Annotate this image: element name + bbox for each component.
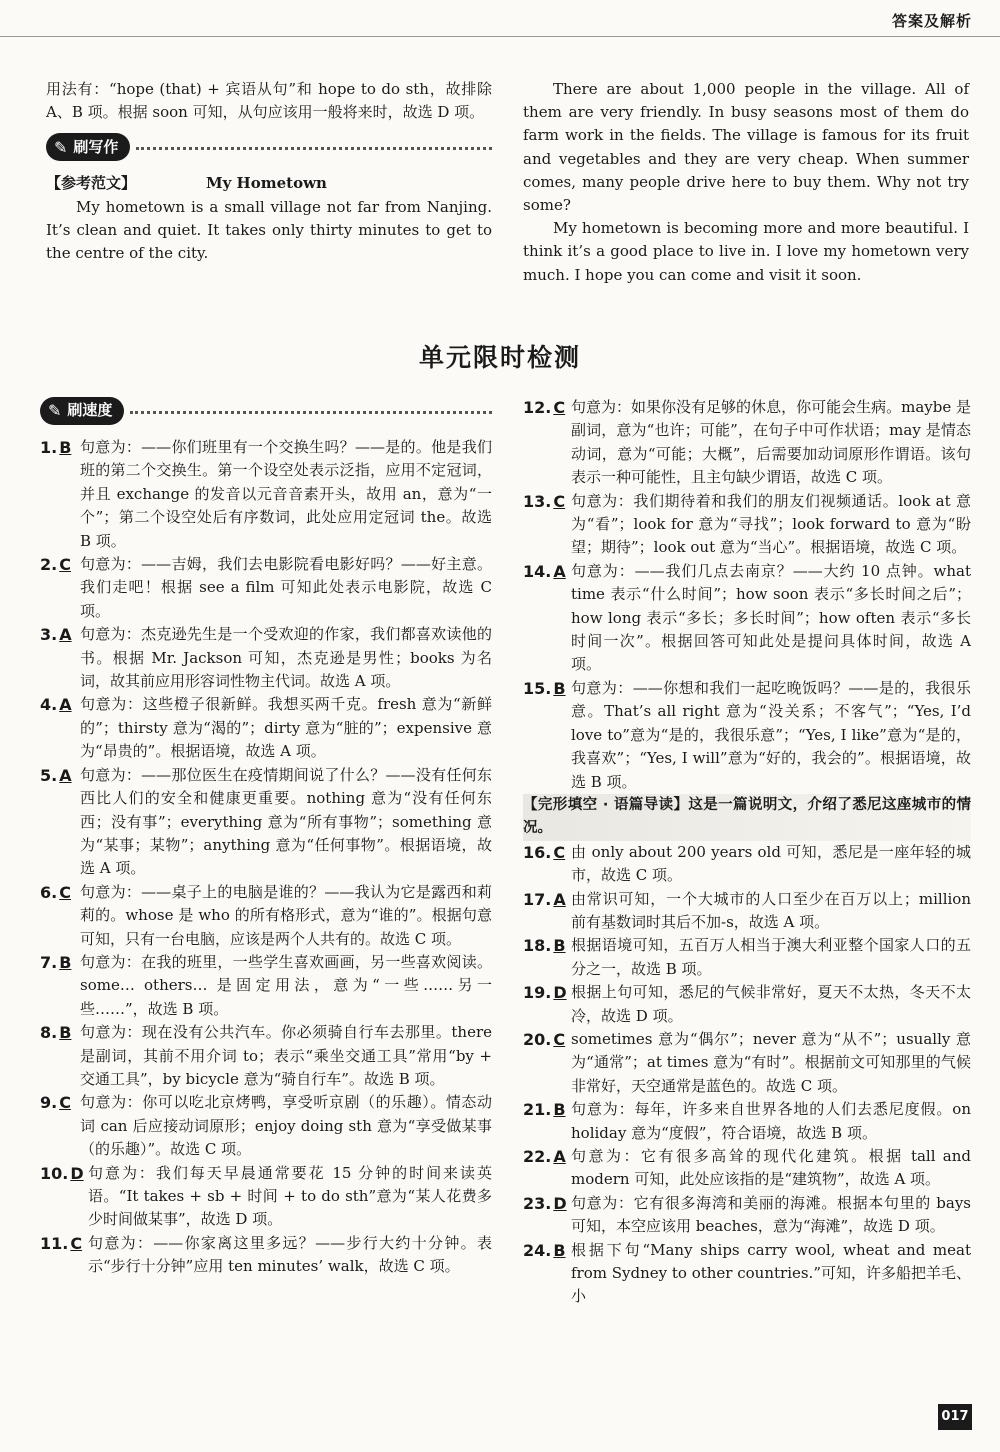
answer-explanation: sometimes 意为“偶尔”；never 意为“从不”；usually 意为“通常”；at times 意为“有时”。根据前文可知那里的气候非常好，天空通常是蓝色的。故选 C 项。 (571, 1029, 971, 1095)
answer-explanation: 句意为：你可以吃北京烤鸭，享受听京剧（的乐趣）。情态动词 can 后应接动词原形；enjoy doing sth 意为“享受做某事（的乐趣）”。故选 C 项。 (80, 1093, 492, 1159)
right-answer-list (523, 396, 971, 794)
answer-letter: B (553, 1240, 566, 1260)
answer-number (523, 560, 571, 677)
answer-item (40, 553, 492, 623)
speed-badge-label: 刷速度 (67, 401, 113, 420)
answer-explanation: 句意为：——你家离这里多远？——步行大约十分钟。表示“步行十分钟”应用 ten minutes’ walk，故选 C 项。 (88, 1233, 492, 1276)
question-number: 23. (523, 1193, 552, 1213)
header-rule (0, 36, 1000, 37)
answer-letter: D (553, 983, 567, 1003)
answer-item (523, 1145, 971, 1192)
answer-explanation: 句意为：我们每天早晨通常要花 15 分钟的时间来读英语。“It takes + sb + 时间 + to do sth”意为“某人花费多少时间做某事”，故选 D 项。 (88, 1163, 492, 1229)
essay-paragraph-1: My hometown is a small village not far from Nanjing. It’s clean and quiet. It takes only thirty minutes to get to the centre of the city. (46, 197, 492, 263)
answer-item (40, 951, 492, 1021)
answer-explanation: 句意为：——桌子上的电脑是谁的？——我认为它是露西和莉莉的。whose 是 who 的所有格形式，意为“谁的”。根据句意可知，只有一台电脑，应该是两个人共有的。故选 C 项。 (80, 882, 492, 948)
writing-badge (46, 133, 130, 161)
section-title: 单元限时检测 (418, 343, 581, 372)
cloze-answer-list (523, 841, 971, 1309)
answer-letter: A (553, 1147, 566, 1166)
answer-explanation: 句意为：如果你没有足够的休息，你可能会生病。maybe 是副词，意为“也许；可能”，在句子中可作状语；may 是情态动词，意为“可能；大概”，后需要加动词原形作谓语。该句表示一种可能性，且主句缺少谓语，故选 C 项。 (571, 398, 971, 487)
answer-number (40, 1021, 80, 1091)
pen-icon: ✎ (54, 137, 68, 157)
answer-explanation: 根据上句可知，悉尼的气候非常好，夏天不太热，冬天不太冷，故选 D 项。 (571, 983, 971, 1025)
answer-number (40, 881, 80, 951)
answer-number (523, 1145, 571, 1192)
answer-letter: D (70, 1163, 84, 1183)
answer-item (40, 764, 492, 881)
question-number: 18. (523, 936, 552, 956)
answer-item (523, 677, 971, 794)
answer-letter: B (553, 1100, 566, 1120)
answer-item (523, 490, 971, 560)
answer-number (40, 693, 80, 763)
pen-icon: ✎ (48, 401, 62, 421)
question-number: 13. (523, 491, 552, 511)
page-header-title: 答案及解析 (891, 12, 972, 30)
banner-dotted-line (136, 147, 492, 150)
answer-explanation: 句意为：——你们班里有一个交换生吗？——是的。他是我们班的第二个交换生。第一个设空处表示泛指，应用不定冠词，并且 exchange 的发音以元音音素开头，故用 an，意为“一个”；第二个设空处后有序数词，此处应用定冠词 the。故选 B 项。 (80, 438, 492, 550)
answer-item (523, 1239, 971, 1309)
question-number: 24. (523, 1240, 552, 1260)
essay-title: My Hometown (206, 174, 327, 193)
question-number: 3. (40, 625, 58, 645)
essay-paragraph-2: There are about 1,000 people in the village. All of them are very friendly. In busy seasons most of them do farm work in the fields. The village is famous for its fruit and vegetables and they are very cheap. When summer comes, many people drive here to buy them. Why not try some? (523, 80, 969, 215)
answer-explanation: 句意为：——你想和我们一起吃晚饭吗？——是的，我很乐意。That’s all right 意为“没关系；不客气”；“Yes, I’d love to”意为“是的，我很乐意”；“Yes, I like”意为“是的，我喜欢”；“Yes, I will”意为“好的，我会的”。根据语境，故选 B 项。 (571, 678, 971, 791)
answer-letter: B (59, 438, 72, 457)
answer-explanation: 根据语境可知，五百万人相当于澳大利亚整个国家人口的五分之一，故选 B 项。 (571, 936, 971, 978)
answer-number (40, 951, 80, 1021)
answer-explanation: 由常识可知，一个大城市的人口至少在百万以上；million 前有基数词时其后不加-s，故选 A 项。 (571, 889, 971, 931)
answer-number (523, 1098, 571, 1145)
answer-letter: C (553, 398, 566, 417)
question-number: 10. (40, 1163, 69, 1183)
answer-letter: C (59, 1093, 71, 1113)
answer-explanation: 根据下句“Many ships carry wool, wheat and meat from Sydney to other countries.”可知，许多船把羊毛、小 (571, 1240, 971, 1306)
answer-letter: C (553, 491, 566, 511)
answer-explanation: 句意为：这些橙子很新鲜。我想买两千克。fresh 意为“新鲜的”；thirsty 意为“渴的”；dirty 意为“脏的”；expensive 意为“昂贵的”。根据语境，故选 A 项。 (80, 695, 492, 761)
answer-item (523, 396, 971, 490)
answer-letter: A (553, 561, 566, 581)
answer-letter: B (553, 936, 566, 956)
answer-explanation: 句意为：每年，许多来自世界各地的人们去悉尼度假。on holiday 意为“度假”，符合语境，故选 B 项。 (571, 1100, 971, 1142)
answer-intro-text: 用法有：“hope (that) + 宾语从句”和 hope to do sth，故排除 A、B 项。根据 soon 可知，从句应该用一般将来时，故选 D 项。 (46, 80, 492, 122)
answer-item (523, 1192, 971, 1239)
answer-letter: C (553, 842, 566, 862)
answer-number (523, 677, 571, 794)
answer-item (523, 1028, 971, 1098)
answer-explanation: 句意为：杰克逊先生是一个受欢迎的作家，我们都喜欢读他的书。根据 Mr. Jackson 可知，杰克逊是男性；books 为名词，故其前应用形容词性物主代词。故选 A 项。 (80, 625, 492, 691)
answer-number (40, 1091, 80, 1161)
right-answers-column (523, 396, 971, 1309)
answer-item (40, 881, 492, 951)
answer-letter: C (553, 1029, 566, 1049)
answer-letter: C (59, 882, 71, 902)
answer-item (40, 436, 492, 553)
answer-number (40, 436, 80, 553)
answer-number (523, 396, 571, 490)
speed-banner (40, 396, 492, 426)
banner-dotted-line (130, 411, 492, 414)
question-number: 9. (40, 1093, 58, 1113)
answer-item (523, 560, 971, 677)
answer-explanation: 句意为：——我们几点去南京？——大约 10 点钟。what time 表示“什么时间”；how soon 表示“多长时间之后”；how long 表示“多长；多长时间”；how often 表示“多长时间一次”。根据回答可知此处是提问具体时间，故选 A 项。 (571, 561, 971, 674)
top-left-column (46, 78, 492, 265)
answer-item (40, 693, 492, 763)
answer-explanation: 句意为：——吉姆，我们去电影院看电影好吗？——好主意。我们走吧！根据 see a film 可知此处表示电影院，故选 C 项。 (80, 555, 492, 620)
question-number: 11. (40, 1233, 69, 1253)
answer-letter: A (59, 625, 72, 645)
question-number: 21. (523, 1100, 552, 1120)
question-number: 17. (523, 889, 552, 909)
answer-letter: C (59, 555, 71, 575)
question-number: 16. (523, 842, 552, 862)
question-number: 1. (40, 438, 58, 457)
answer-number (523, 1028, 571, 1098)
page-number: 017 (938, 1404, 972, 1430)
speed-badge (40, 397, 124, 425)
answer-number (523, 1192, 571, 1239)
cloze-guide-note: 【完形填空 · 语篇导读】这是一篇说明文，介绍了悉尼这座城市的情况。 (523, 794, 971, 841)
answer-number (40, 623, 80, 693)
question-number: 12. (523, 398, 552, 417)
question-number: 14. (523, 561, 552, 581)
left-answer-list (40, 436, 492, 1279)
answer-number (523, 934, 571, 981)
question-number: 20. (523, 1029, 552, 1049)
answer-explanation: 句意为：我们期待着和我们的朋友们视频通话。look at 意为“看”；look for 意为“寻找”；look forward to 意为“盼望；期待”；look out 意为“当心”。根据语境，故选 C 项。 (571, 491, 971, 557)
answer-explanation: 句意为：在我的班里，一些学生喜欢画画，另一些喜欢阅读。some… others… 是固定用法，意为“一些……另一些……”，故选 B 项。 (80, 952, 492, 1018)
answer-explanation: 句意为：它有很多海湾和美丽的海滩。根据本句里的 bays 可知，本空应该用 beaches，意为“海滩”，故选 D 项。 (571, 1193, 971, 1236)
answer-number (523, 1239, 571, 1309)
answer-explanation: 句意为：现在没有公共汽车。你必须骑自行车去那里。there 是副词，其前不用介词 to；表示“乘坐交通工具”常用“by + 交通工具”，by bicycle 意为“骑自行车”。故选 B 项。 (80, 1023, 492, 1088)
question-number: 4. (40, 695, 58, 715)
answer-letter: B (59, 952, 72, 972)
writing-badge-label: 刷写作 (73, 137, 119, 156)
writing-banner (46, 132, 492, 162)
answer-number (40, 553, 80, 623)
answer-letter: A (59, 695, 72, 715)
answer-item (40, 623, 492, 693)
answer-item (40, 1232, 492, 1279)
answer-explanation: 句意为：——那位医生在疫情期间说了什么？——没有任何东西比人们的安全和健康更重要。nothing 意为“没有任何东西；没有事”；everything 意为“所有事物”；something 意为“某事；某物”；anything 意为“任何事物”。根据语境，故选 A 项。 (80, 765, 492, 878)
question-number: 22. (523, 1147, 552, 1166)
answer-item (40, 1091, 492, 1161)
top-right-column (523, 78, 969, 287)
answer-letter: A (553, 889, 566, 909)
answer-item (40, 1162, 492, 1232)
answer-letter: B (59, 1023, 72, 1043)
answer-number (523, 841, 571, 888)
answer-letter: B (553, 678, 566, 698)
question-number: 15. (523, 678, 552, 698)
answer-number (40, 764, 80, 881)
answer-item (523, 934, 971, 981)
question-number: 2. (40, 555, 58, 575)
answer-letter: C (70, 1233, 83, 1253)
essay-paragraph-3: My hometown is becoming more and more beautiful. I think it’s a good place to live in. I love my hometown very much. I hope you can come and visit it soon. (523, 219, 969, 284)
question-number: 7. (40, 952, 58, 972)
left-answers-column (40, 396, 492, 1279)
answer-number (523, 888, 571, 935)
question-number: 8. (40, 1023, 58, 1043)
answer-number (40, 1162, 88, 1232)
question-number: 5. (40, 765, 58, 785)
question-number: 6. (40, 882, 58, 902)
question-number: 19. (523, 983, 552, 1003)
answer-item (523, 981, 971, 1028)
answer-number (40, 1232, 88, 1279)
answer-number (523, 490, 571, 560)
answer-letter: A (59, 765, 72, 785)
answer-item (523, 841, 971, 888)
answer-explanation: 句意为：它有很多高耸的现代化建筑。根据 tall and modern 可知，此处应该指的是“建筑物”，故选 A 项。 (571, 1147, 971, 1189)
answer-item (523, 1098, 971, 1145)
answer-number (523, 981, 571, 1028)
reference-label: 【参考范文】 (46, 174, 137, 193)
answer-item (40, 1021, 492, 1091)
answer-letter: D (553, 1193, 567, 1213)
answer-item (523, 888, 971, 935)
answer-explanation: 由 only about 200 years old 可知，悉尼是一座年轻的城市，故选 C 项。 (571, 842, 971, 885)
